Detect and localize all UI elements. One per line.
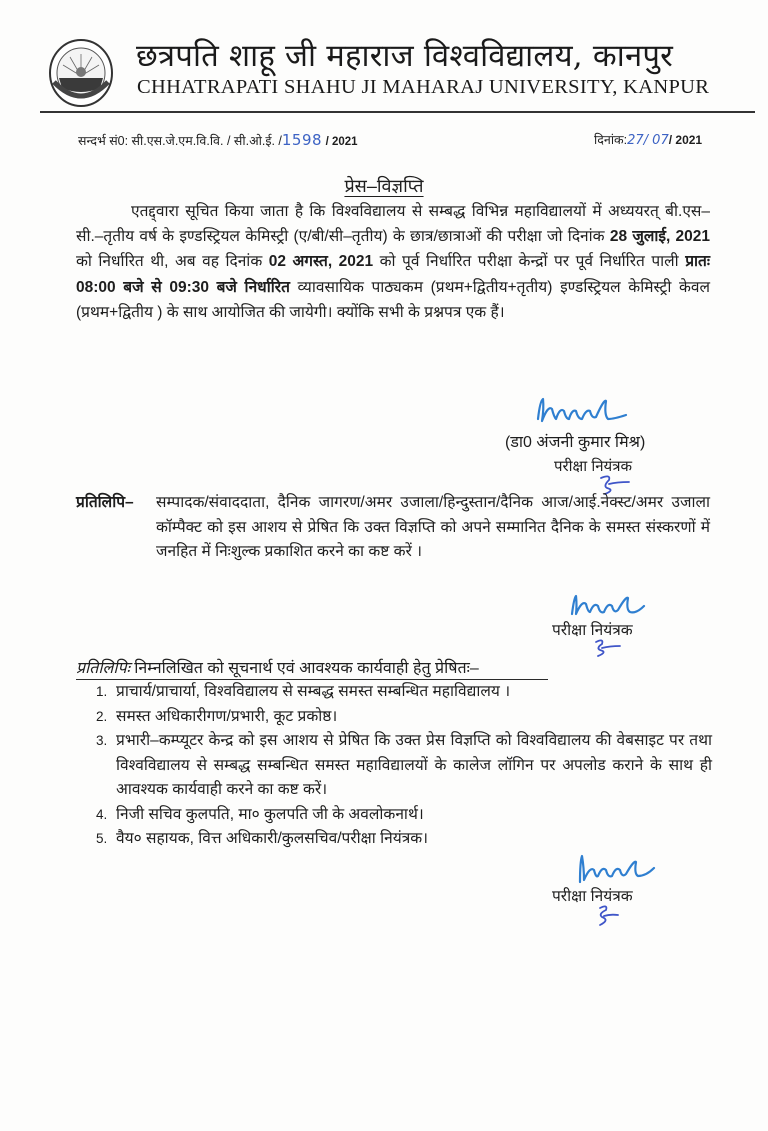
document-date: [594, 131, 702, 148]
press-release-heading: प्रेस–विज्ञप्ति: [344, 176, 424, 196]
list-item: [96, 705, 712, 730]
signatory-designation: परीक्षा नियंत्रक: [554, 458, 633, 475]
copy-text: सम्पादक/संवाददाता, दैनिक जागरण/अमर उजाला/हिन्दुस्तान/दैनिक आज/आई.नेक्स्ट/अमर उजाला कॉम्पैक्ट को इस आशय से प्रेषित कि उक्त विज्ञप्ति को अपने सम्मानित दैनिक के समस्त संस्करणों में जनहित में निःशुल्क प्रकाशित करने का कष्ट करें ।: [156, 494, 710, 561]
copy-label: प्रतिलिपि–: [76, 494, 134, 511]
signature-2-initials: [590, 638, 624, 658]
signatory-name: (डा0 अंजनी कुमार मिश्र): [505, 434, 646, 451]
list-item-text: निजी सचिव कुलपति, मा० कुलपति जी के अवलोकनार्थ।: [116, 805, 424, 823]
list-item: [96, 729, 712, 803]
list-item-text: समस्त अधिकारीगण/प्रभारी, कूट प्रकोष्ठ।: [116, 707, 338, 725]
list-item-text: प्रभारी–कम्प्यूटर केन्द्र को इस आशय से प्रेषित कि उक्त प्रेस विज्ञप्ति को विश्वविद्यालय की वेबसाइट पर तथा विश्वविद्यालय से सम्बद्ध सम्बन्धित समस्त महाविद्यालयों के कालेज लॉगिन पर अपलोड कराने के साथ ही आवश्यक कार्यवाही करने का कष्ट करें।: [116, 732, 712, 798]
list-item-text: प्राचार्य/प्राचार्या, विश्वविद्यालय से सम्बद्ध समस्त सम्बन्धित महाविद्यालय ।: [116, 683, 511, 700]
list-item-number: 4.: [96, 806, 108, 822]
date-handwritten: 27/ 07: [627, 133, 669, 148]
university-name-hindi: छत्रपति शाहू जी महाराज विश्वविद्यालय, कानपुर: [136, 38, 674, 74]
body-segment: व्यावसायिक पाठ्यकम (प्रथम+द्वितीय+तृतीय) इण्डस्ट्रियल केमिस्ट्री केवल (प्रथम+द्वितीय ) के साथ आयोजित की जायेगी। क्योंकि सभी के प्रश्नपत्र एक हैं।: [76, 278, 710, 321]
university-seal-logo: [48, 38, 114, 108]
signatory-designation: परीक्षा नियंत्रक: [552, 888, 633, 905]
body-segment: को निर्धारित थी, अब वह दिनांक: [76, 253, 269, 271]
body-segment: एतद्द्वारा सूचित किया जाता है कि विश्वविद्यालय से सम्बद्ध विभिन्न महाविद्यालयों में अध्ययरत् बी.एस–सी.–तृतीय वर्ष के इण्डस्ट्रियल केमिस्ट्री (ए/बी/सी–तृतीय) के छात्र/छात्राओं की परीक्षा जो दिनांक: [76, 203, 710, 246]
university-name-english: CHHATRAPATI SHAHU JI MAHARAJ UNIVERSITY, KANPUR: [137, 76, 710, 98]
copy-recipient-list: [96, 680, 712, 852]
header-divider: [40, 111, 755, 113]
list-item: [96, 680, 712, 705]
copy-list-heading: [76, 656, 548, 680]
list-item: [96, 827, 712, 852]
signature-3-initials: [592, 904, 622, 928]
body-segment-bold: प्रातः 08:00 बजे से 09:30 बजे निर्धारित: [76, 253, 710, 296]
reference-number: [78, 131, 358, 149]
signatory-designation: परीक्षा नियंत्रक: [552, 622, 633, 639]
body-segment-bold: 02 अगस्त, 2021: [268, 253, 374, 271]
list-item-number: 2.: [96, 708, 108, 724]
list-item-number: 1.: [96, 684, 108, 699]
signature-2-mark: [568, 592, 648, 620]
signature-1-mark: [534, 395, 630, 429]
body-segment-bold: 28 जुलाई, 2021: [609, 228, 710, 246]
copy-to-press: [76, 491, 710, 565]
list-item-number: 3.: [96, 733, 108, 748]
date-label: दिनांक:: [594, 133, 628, 147]
copy-list-label: प्रतिलिपिः: [76, 660, 130, 677]
body-segment: को पूर्व निर्धारित परीक्षा केन्द्रों पर पूर्व निर्धारित पाली: [373, 253, 686, 271]
signature-3-mark: [574, 852, 658, 886]
list-item-text: वैय० सहायक, वित्त अधिकारी/कुलसचिव/परीक्षा नियंत्रक।: [116, 830, 429, 847]
copy-list-heading-text: निम्नलिखित को सूचनार्थ एवं आवश्यक कार्यवाही हेतु प्रेषितः–: [129, 660, 479, 677]
list-item-number: 5.: [96, 831, 108, 846]
date-year: / 2021: [668, 133, 703, 147]
reference-year: / 2021: [325, 136, 358, 148]
list-item: [96, 803, 712, 828]
press-release-body: [76, 199, 710, 325]
reference-handwritten-number: 1598: [281, 131, 323, 149]
reference-label: सन्दर्भ सं0: सी.एस.जे.एम.वि.वि. / सी.ओ.ई. /: [78, 134, 282, 148]
